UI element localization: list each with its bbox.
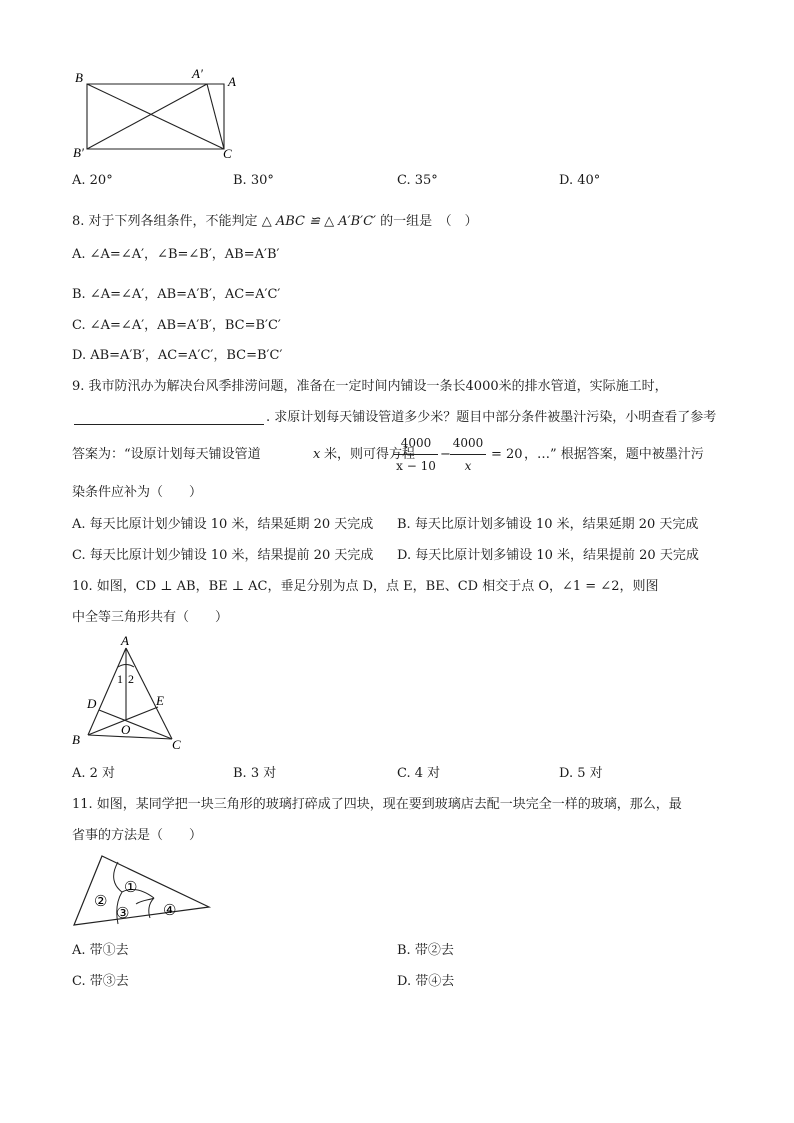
q10-option-a[interactable]: A. 2 对 [72,766,116,781]
q9-frac1-den: x − 10 [396,459,436,473]
label-A-prime: A′ [192,66,203,81]
q9-line2: . 求原计划每天铺设管道多少米？题目中部分条件被墨汁污染，小明查看了参考 [266,410,717,425]
q10-label-D: D [87,696,97,711]
q8-option-d[interactable]: D. AB=A′B′，AC=A′C′，BC=B′C′ [72,348,283,363]
q10-figure [66,632,196,758]
label-C: C [223,146,232,161]
q9-option-c[interactable]: C. 每天比原计划少铺设 10 米，结果提前 20 天完成 [72,548,374,563]
q8-stem-text: 8. 对于下列各组条件，不能判定 [72,214,258,229]
q9-eq-rhs: = 20 [491,447,523,462]
q10-label-B: B [72,732,80,747]
q7-option-c[interactable]: C. 35° [397,173,438,188]
q10-line1: 10. 如图，CD ⊥ AB，BE ⊥ AC，垂足分别为点 D，点 E，BE、CD 相交于点 O，∠1 = ∠2，则图 [72,579,659,594]
q11-piece-2: ② [94,894,108,910]
q9-option-d[interactable]: D. 每天比原计划多铺设 10 米，结果提前 20 天完成 [397,548,699,563]
q9-frac2-den: x [464,459,472,473]
q11-piece-1: ① [124,880,138,896]
q9-line4: 染条件应补为（ ） [72,485,203,500]
label-B: B [75,70,83,85]
q10-label-C: C [172,737,181,752]
q8-option-c[interactable]: C. ∠A=∠A′，AB=A′B′，BC=B′C′ [72,318,281,333]
q8-stem-math: △ ABC ≌ △ A′B′C′ [261,214,376,229]
q10-label-E: E [156,693,164,708]
label-B-prime: B′ [73,145,84,160]
q7-option-b[interactable]: B. 30° [233,173,274,188]
q9-minus: − [440,447,451,462]
label-A: A [228,74,236,89]
q10-option-b[interactable]: B. 3 对 [233,766,277,781]
q9-line1: 9. 我市防汛办为解决台风季排涝问题，准备在一定时间内铺设一条长4000米的排水管道，实际施工时， [72,379,668,394]
q8-option-b[interactable]: B. ∠A=∠A′，AB=A′B′，AC=A′C′ [72,287,281,302]
q11-option-d[interactable]: D. 带④去 [397,974,455,989]
q9-frac1-bar [394,454,438,455]
q11-option-c[interactable]: C. 带③去 [72,974,129,989]
q7-option-a[interactable]: A. 20° [72,173,113,188]
q10-option-c[interactable]: C. 4 对 [397,766,441,781]
q10-label-O: O [121,722,131,737]
q9-option-b[interactable]: B. 每天比原计划多铺设 10 米，结果延期 20 天完成 [397,517,699,532]
q9-var-x: x [313,447,321,462]
q11-option-b[interactable]: B. 带②去 [397,943,454,958]
q11-piece-4: ④ [163,903,177,919]
q10-option-d[interactable]: D. 5 对 [559,766,603,781]
q8-option-a[interactable]: A. ∠A=∠A′，∠B=∠B′，AB=A′B′ [72,247,280,262]
q10-label-A: A [121,633,129,648]
q7-option-d[interactable]: D. 40° [559,173,601,188]
q10-label-1: 1 [117,672,123,686]
q9-frac2-num: 4000 [452,436,484,450]
q9-answer-blank [74,424,264,425]
q9-frac2-bar [450,454,486,455]
q8-stem [72,213,478,231]
q9-line3-mid: 米，则可得方程 [324,447,416,462]
q9-option-a[interactable]: A. 每天比原计划少铺设 10 米，结果延期 20 天完成 [72,517,374,532]
q11-line2: 省事的方法是（ ） [72,828,203,843]
q7-figure [70,66,250,162]
q11-option-a[interactable]: A. 带①去 [72,943,129,958]
q11-line1: 11. 如图，某同学把一块三角形的玻璃打碎成了四块，现在要到玻璃店去配一块完全一样的玻璃，那么，最 [72,797,682,812]
q8-stem-tail: 的一组是 （ ） [380,214,478,229]
q10-label-2: 2 [128,672,134,686]
q10-line2: 中全等三角形共有（ ） [72,610,229,625]
q9-line3-post: ，…” 根据答案，题中被墨汁污 [524,447,704,462]
q9-frac1-num: 4000 [400,436,432,450]
q11-figure [70,852,216,930]
q9-line3-pre: 答案为：“设原计划每天铺设管道 [72,447,261,462]
q11-piece-3: ③ [116,906,130,922]
